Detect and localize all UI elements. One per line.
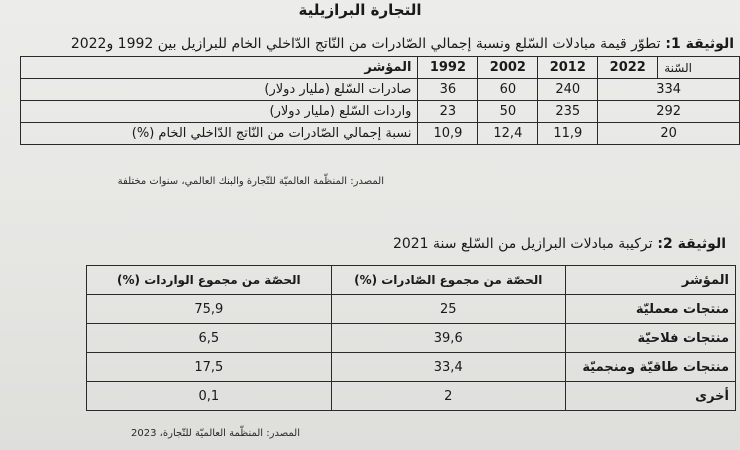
doc2-row-label: منتجات معمليّة	[565, 295, 735, 324]
doc1-year-1992: 1992	[418, 57, 478, 79]
doc2-header-exports: الحصّة من مجموع الصّادرات (%)	[331, 266, 565, 295]
doc1-value-2002: 60	[478, 79, 538, 101]
doc1-value-2022: 292	[598, 101, 740, 123]
doc2-row-label: أخرى	[565, 382, 735, 411]
doc2-title: تركيبة مبادلات البرازيل من السّلع سنة 2021	[392, 236, 653, 252]
page-title: التجارة البرازيلية	[298, 1, 422, 19]
doc2-import-value: 17,5	[87, 353, 332, 382]
doc1-year-2012: 2012	[538, 57, 598, 79]
doc2-export-value: 33,4	[331, 353, 565, 382]
doc1-corner-indicator: المؤشر	[21, 57, 418, 79]
doc1-data-table	[20, 56, 740, 145]
table-row	[21, 79, 740, 101]
doc2-import-value: 0,1	[87, 382, 332, 411]
doc1-row-label: صادرات السّلع (مليار دولار)	[21, 79, 418, 101]
doc1-value-2002: 12,4	[478, 123, 538, 145]
table-row	[21, 101, 740, 123]
doc1-value-2022: 334	[598, 79, 740, 101]
table-row	[21, 123, 740, 145]
doc1-label: الوثيقة 1:	[665, 36, 734, 52]
doc2-export-value: 39,6	[331, 324, 565, 353]
doc1-year-2002: 2002	[478, 57, 538, 79]
doc2-import-value: 75,9	[87, 295, 332, 324]
table-row	[87, 324, 736, 353]
doc2-export-value: 2	[331, 382, 565, 411]
doc1-value-1992: 23	[418, 101, 478, 123]
doc1-value-2012: 11,9	[538, 123, 598, 145]
table-row	[87, 295, 736, 324]
doc2-header-imports: الحصّة من مجموع الواردات (%)	[87, 266, 332, 295]
doc1-year-2022: 2022	[598, 57, 658, 79]
doc2-header-indicator: المؤشر	[565, 266, 735, 295]
doc1-value-1992: 36	[418, 79, 478, 101]
doc2-row-label: منتجات فلاحيّة	[565, 324, 735, 353]
doc1-heading	[71, 36, 734, 52]
table-row	[87, 353, 736, 382]
doc2-label: الوثيقة 2:	[657, 236, 726, 252]
doc2-heading	[393, 236, 726, 252]
doc1-value-1992: 10,9	[418, 123, 478, 145]
doc2-source: المصدر: المنظّمة العالميّة للتّجارة، 2023	[131, 428, 300, 439]
doc1-title: تطوّر قيمة مبادلات السّلع ونسبة إجمالي الصّادرات من النّاتج الدّاخلي الخام للبرازيل بين 1992 و2022	[70, 36, 661, 52]
doc1-row-label: واردات السّلع (مليار دولار)	[21, 101, 418, 123]
doc2-table	[86, 265, 736, 411]
doc1-value-2012: 235	[538, 101, 598, 123]
doc1-corner-year: السّنة	[664, 60, 692, 75]
doc2-export-value: 25	[331, 295, 565, 324]
doc1-value-2012: 240	[538, 79, 598, 101]
table-row	[87, 382, 736, 411]
doc1-corner-cell	[658, 57, 740, 79]
doc1-source: المصدر: المنظّمة العالميّة للتّجارة والبنك العالمي، سنوات مختلفة	[117, 176, 384, 187]
doc1-value-2002: 50	[478, 101, 538, 123]
doc1-value-2022: 20	[598, 123, 740, 145]
doc2-row-label: منتجات طاقيّة ومنجميّة	[565, 353, 735, 382]
doc1-row-label: نسبة إجمالي الصّادرات من النّاتج الدّاخلي الخام (%)	[21, 123, 418, 145]
doc2-header-row	[87, 266, 736, 295]
doc2-import-value: 6,5	[87, 324, 332, 353]
